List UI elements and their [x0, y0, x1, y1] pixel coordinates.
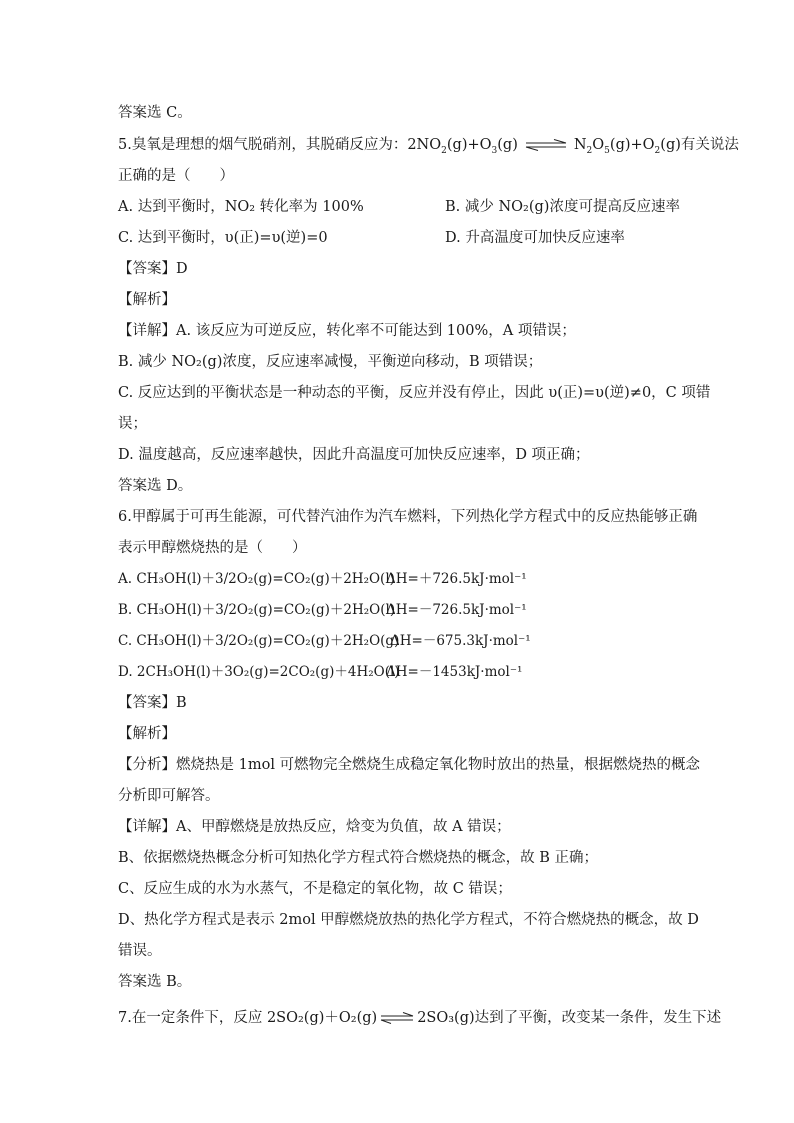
q6-conclusion: 答案选 B。 [118, 974, 192, 990]
q6-option-d-enthalpy: ΔH=－1453kJ·mol⁻¹ [386, 664, 523, 680]
q5-stem-part: (g)有关说法 [660, 137, 739, 153]
equilibrium-arrow-icon [524, 139, 568, 151]
q5-option-b: B. 减少 NO₂(g)浓度可提高反应速率 [445, 199, 680, 215]
q6-option-c-enthalpy: ΔH=－675.3kJ·mol⁻¹ [390, 633, 531, 649]
q6-fenxi-line1: 【分析】燃烧热是 1mol 可燃物完全燃烧生成稳定氧化物时放出的热量，根据燃烧热的概念 [118, 757, 701, 773]
q6-detail-b: B、依据燃烧热概念分析可知热化学方程式符合燃烧热的概念，故 B 正确； [118, 850, 599, 866]
q5-sub: 2 [654, 145, 661, 156]
q6-option-a-equation: A. CH₃OH(l)＋3/2O₂(g)=CO₂(g)＋2H₂O(l) [118, 571, 395, 587]
q7-stem-part: 7.在一定条件下，反应 2SO₂(g)＋O₂(g) [118, 1010, 378, 1026]
q6-option-d-equation: D. 2CH₃OH(l)＋3O₂(g)=2CO₂(g)＋4H₂O(l) [118, 664, 400, 680]
q5-stem-part: 5.臭氧是理想的烟气脱硝剂，其脱硝反应为：2NO [118, 137, 442, 153]
q5-stem-line2: 正确的是（ ） [118, 168, 234, 184]
q5-stem-part: (g)+O [446, 137, 492, 153]
q5-sub: 2 [586, 145, 593, 156]
answer-c-text: 答案选 C。 [118, 105, 192, 121]
q5-stem-line1 [118, 135, 739, 161]
q5-option-d: D. 升高温度可加快反应速率 [445, 230, 625, 246]
q6-detail-d-line1: D、热化学方程式是表示 2mol 甲醇燃烧放热的热化学方程式，不符合燃烧热的概念，故 D [118, 912, 699, 928]
equilibrium-arrow-icon [379, 1012, 415, 1024]
q5-conclusion: 答案选 D。 [118, 478, 193, 494]
q7-stem-part: 2SO₃(g)达到了平衡，改变某一条件，发生下述 [417, 1010, 722, 1026]
q6-option-c-equation: C. CH₃OH(l)＋3/2O₂(g)=CO₂(g)＋2H₂O(g) [118, 633, 400, 649]
q5-analysis-heading: 【解析】 [118, 292, 176, 308]
q6-detail-a: 【详解】A、甲醇燃烧是放热反应，焓变为负值，故 A 错误； [118, 819, 511, 835]
q5-detail-a: 【详解】A. 该反应为可逆反应，转化率不可能达到 100%，A 项错误； [118, 323, 576, 339]
q5-sub: 2 [441, 145, 447, 156]
q6-analysis-heading: 【解析】 [118, 726, 176, 742]
q5-detail-c-line1: C. 反应达到的平衡状态是一种动态的平衡，反应并没有停止，因此 υ(正)=υ(逆)≠0，C 项错 [118, 385, 711, 401]
q6-stem-line2: 表示甲醇燃烧热的是（ ） [118, 540, 307, 556]
q5-answer: 【答案】D [118, 261, 188, 277]
q6-option-b-equation: B. CH₃OH(l)＋3/2O₂(g)=CO₂(g)＋2H₂O(l) [118, 602, 396, 618]
q6-answer: 【答案】B [118, 695, 187, 711]
q5-sub: 5 [604, 145, 610, 156]
q5-stem-part: (g) [497, 137, 518, 153]
q5-detail-d: D. 温度越高，反应速率越快，因此升高温度可加快反应速率，D 项正确； [118, 447, 590, 463]
q6-option-a-enthalpy: ΔH=＋726.5kJ·mol⁻¹ [386, 571, 527, 587]
q6-detail-d-line2: 错误。 [118, 943, 162, 959]
q5-stem-part: O [592, 137, 605, 153]
q6-stem-line1: 6.甲醇属于可再生能源，可代替汽油作为汽车燃料，下列热化学方程式中的反应热能够正确 [118, 509, 698, 525]
q5-stem-part: (g)+O [609, 137, 655, 153]
q6-fenxi-line2: 分析即可解答。 [118, 788, 220, 804]
q7-stem-line1 [118, 1008, 721, 1028]
q5-detail-c-line2: 误； [118, 416, 147, 432]
q5-sub: 3 [491, 145, 498, 156]
q5-detail-b: B. 减少 NO₂(g)浓度，反应速率减慢，平衡逆向移动，B 项错误； [118, 354, 543, 370]
q6-option-b-enthalpy: ΔH=－726.5kJ·mol⁻¹ [386, 602, 527, 618]
q6-detail-c: C、反应生成的水为水蒸气，不是稳定的氧化物，故 C 错误； [118, 881, 512, 897]
q5-stem-part: N [573, 137, 587, 153]
q5-option-c: C. 达到平衡时，υ(正)=υ(逆)=0 [118, 230, 328, 246]
q5-option-a: A. 达到平衡时，NO₂ 转化率为 100% [118, 199, 364, 215]
